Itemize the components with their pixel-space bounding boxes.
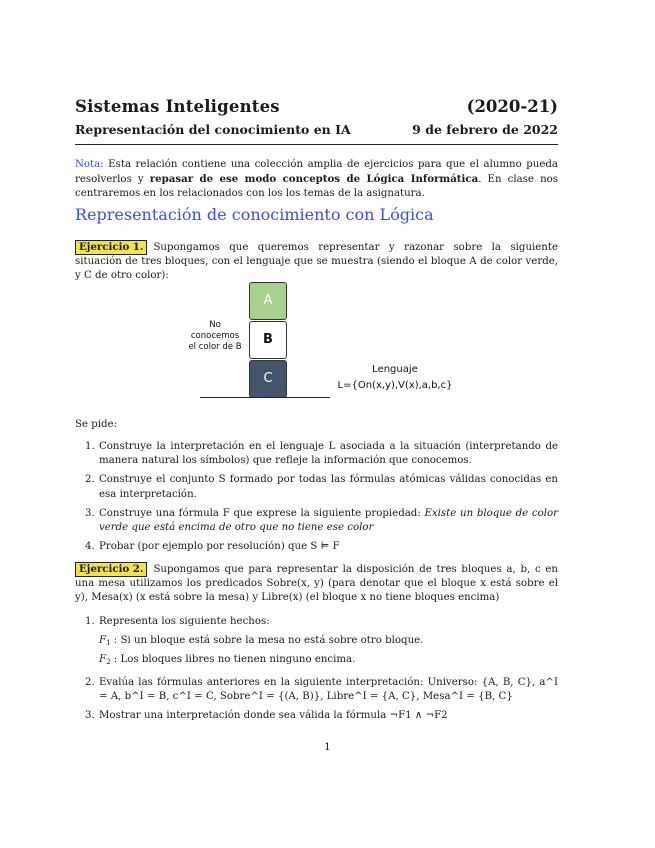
list-item [85, 507, 558, 535]
fact-f1: $F_1$ : Si un bloque está sobre la mesa no está sobre otro bloque. [99, 635, 424, 648]
item-number: 1. [85, 441, 95, 452]
note-text-2: . En clase nos centraremos en los relacionados con los los temas de la asignatura. [75, 174, 559, 200]
language-definition: L={On(x,y),V(x),a,b,c} [337, 380, 453, 391]
document-subtitle: Representación del conocimiento en IA [75, 122, 351, 137]
item-text: Mostrar una interpretación donde sea válida la fórmula ¬F1 ∧ ¬F2 [99, 710, 448, 722]
facts-list [85, 634, 558, 669]
item-number: 1. [85, 616, 95, 627]
item-text: Construye el conjunto S formado por todas las fórmulas atómicas válidas conocidas en esa interpretación. [99, 474, 558, 500]
item-text: Evalúa las fórmulas anteriores en la siguiente interpretación: Universo: {A, B, C}, a^I = A, b^I = B, c^I = C, Sobre^I = {(A, B)}, Libre^I = {A, C}, Mesa^I = {B, C} [99, 676, 558, 702]
language-box [335, 362, 455, 394]
list-item [85, 440, 558, 468]
block-a: A [249, 282, 287, 320]
list-item [85, 615, 558, 629]
side-note-line-1: No [209, 320, 221, 330]
exercise-1-list [85, 440, 558, 554]
block-b: B [249, 321, 287, 359]
fact-text: Si un bloque está sobre la mesa no está sobre otro bloque. [120, 635, 424, 647]
fact-f2: $F_2$ : Los bloques libres no tienen ninguno encima. [99, 654, 356, 667]
item-italic-text: Existe un bloque de color verde que está encima de otro que no tiene ese color [99, 507, 558, 534]
item-text: Probar (por ejemplo por resolución) que S ⊨ F [99, 541, 340, 553]
fact-name: F [99, 635, 107, 647]
language-title: Lenguaje [372, 364, 418, 375]
item-number: 3. [85, 710, 95, 722]
list-item [85, 473, 558, 501]
exercise-2-statement [75, 562, 558, 606]
note-paragraph [75, 158, 558, 202]
list-item [85, 709, 558, 723]
note-text-1: : Esta relación contiene una colección amplia de ejercicios para que el alumno pueda resolverlos y [75, 159, 558, 186]
side-note-line-3: el color de B [188, 342, 242, 352]
exercise-1-text: Supongamos que queremos representar y razonar sobre la siguiente situación de tres bloques, con el lenguaje que se muestra (siendo el bloque A de color verde, y C de otro color): [75, 242, 558, 282]
item-number: 2. [85, 676, 95, 688]
side-note-line-2: conocemos [190, 331, 240, 341]
table-line [200, 397, 330, 398]
page-number: 1 [324, 741, 331, 753]
fact-index: 1 [106, 639, 111, 648]
exercise-1-statement [75, 240, 558, 284]
academic-year: (2020-21) [466, 97, 558, 116]
exercise-2-list [85, 615, 558, 723]
item-number: 2. [85, 474, 95, 486]
note-bold: repasar de ese modo conceptos de Lógica Informática [149, 173, 479, 186]
document-title: Sistemas Inteligentes [75, 97, 280, 116]
exercise-1-label: Ejercicio 1. [75, 240, 147, 255]
item-text: Construye una fórmula F que exprese la siguiente propiedad: [99, 507, 425, 519]
header-rule [75, 144, 558, 145]
block-c: C [249, 360, 287, 398]
document-date: 9 de febrero de 2022 [412, 122, 558, 137]
fact-text: Los bloques libres no tienen ninguno encima. [120, 654, 356, 666]
item-text: Construye la interpretación en el lenguaje L asociada a la situación (interpretando de manera natural los símbolos) que refleje la información que conocemos. [99, 441, 558, 467]
note-label: Nota [75, 159, 101, 170]
list-item [85, 540, 558, 554]
item-number: 4. [85, 541, 95, 553]
fact-name: F [99, 654, 107, 666]
fact-index: 2 [106, 658, 111, 667]
se-pide-label: Se pide: [75, 419, 118, 430]
section-title: Representación de conocimiento con Lógica [75, 205, 434, 224]
exercise-2-label: Ejercicio 2. [75, 562, 147, 577]
list-item [85, 676, 558, 704]
item-text: Representa los siguiente hechos: [99, 616, 270, 627]
blocks-figure [180, 280, 480, 405]
unknown-color-note [180, 320, 250, 353]
exercise-2-text: Supongamos que para representar la disposición de tres bloques a, b, c en una mesa utilizamos los predicados Sobre(x, y) (para denotar que el bloque x está sobre el y), Mesa(x) (x está sobre la mesa) y Libre(x) (el bloque x no tiene bloques encima) [75, 564, 558, 604]
item-number: 3. [85, 507, 95, 519]
